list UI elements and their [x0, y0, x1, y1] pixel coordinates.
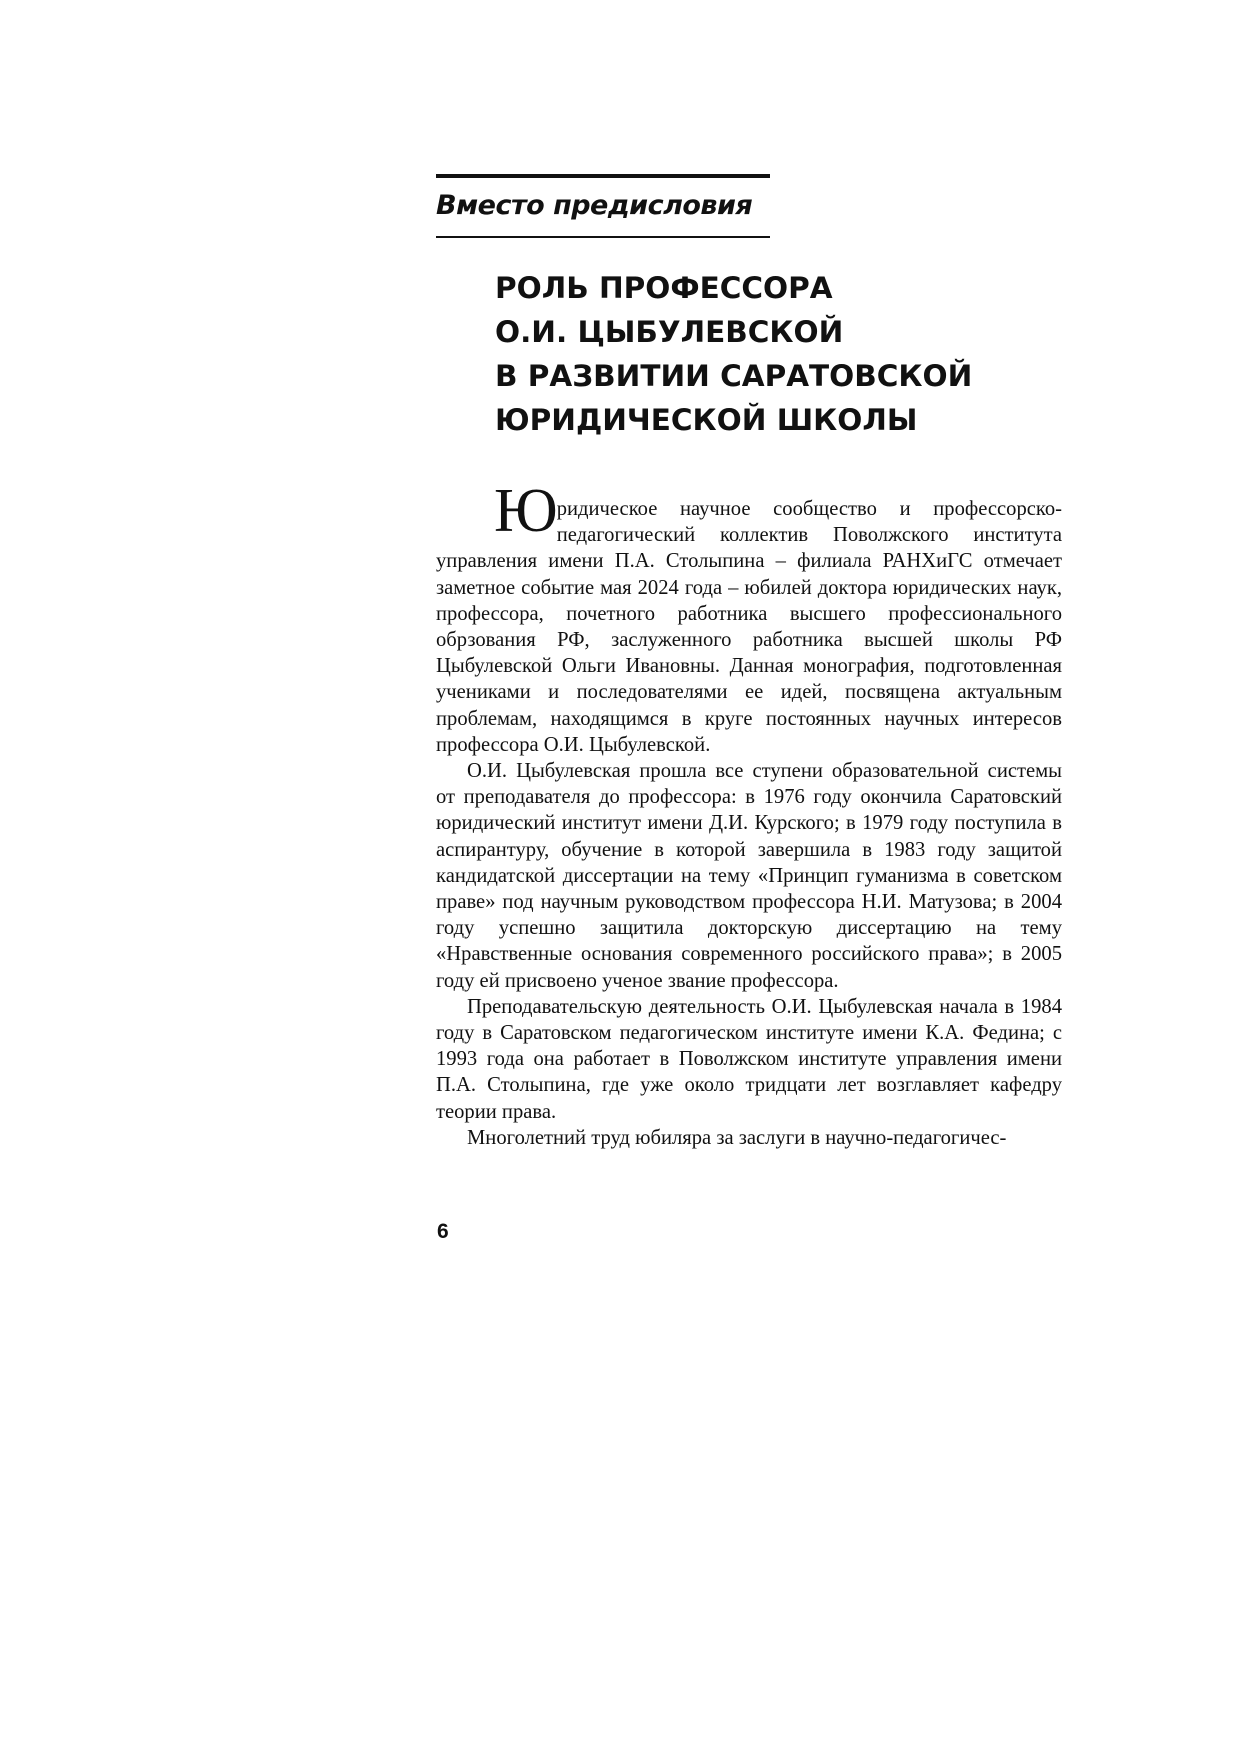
- paragraph-1: [436, 477, 1062, 758]
- section-bottom-rule: [436, 236, 770, 238]
- chapter-title-line: В РАЗВИТИИ САРАТОВСКОЙ: [495, 359, 973, 393]
- body-text: [436, 477, 1062, 1151]
- chapter-title-line: О.И. ЦЫБУЛЕВСКОЙ: [495, 315, 844, 349]
- drop-cap: Ю: [494, 477, 557, 545]
- paragraph-4: Многолетний труд юбиляра за заслуги в научно-педагогичес-: [467, 1126, 1007, 1149]
- chapter-title-line: ЮРИДИЧЕСКОЙ ШКОЛЫ: [495, 403, 918, 437]
- paragraph-1-text: ридическое научное сообщество и профессорско-педагогический коллектив Поволжского института управления имени П.А. Столыпина – филиала РАНХиГС отмечает заметное событие мая 2024 года – юбилей доктора юридических наук, профессора, почетного работника высшего профессионального обрзования РФ, заслуженного работника высшей школы РФ Цыбулевской Ольги Ивановны. Данная монография, подготовленная учениками и последователями ее идей, посвящена актуальным проблемам, находящимся в круге постоянных научных интересов профессора О.И. Цыбулевской.: [436, 498, 1062, 756]
- paragraph-3: Преподавательскую деятельность О.И. Цыбулевская начала в 1984 году в Саратовском педагогическом институте имени К.А. Федина; с 1993 года она работает в Поволжском институте управления имени П.А. Столыпина, где уже около тридцати лет возглавляет кафедру теории права.: [436, 995, 1062, 1123]
- chapter-title: [495, 266, 1095, 442]
- section-label: Вместо предисловия: [436, 190, 753, 221]
- chapter-title-line: РОЛЬ ПРОФЕССОРА: [495, 271, 833, 305]
- section-top-rule: [436, 174, 770, 178]
- page-number: 6: [437, 1220, 449, 1243]
- paragraph-2: О.И. Цыбулевская прошла все ступени образовательной системы от преподавателя до профессора: в 1976 году окончила Саратовский юридический институт имени Д.И. Курского; в 1979 году поступила в аспирантуру, обучение в которой завершила в 1983 году защитой кандидатской диссертации на тему «Принцип гуманизма в советском праве» под научным руководством профессора Н.И. Матузова; в 2004 году успешно защитила докторскую диссертацию на тему «Нравственные основания современного российского права»; в 2005 году ей присвоено ученое звание профессора.: [436, 760, 1062, 992]
